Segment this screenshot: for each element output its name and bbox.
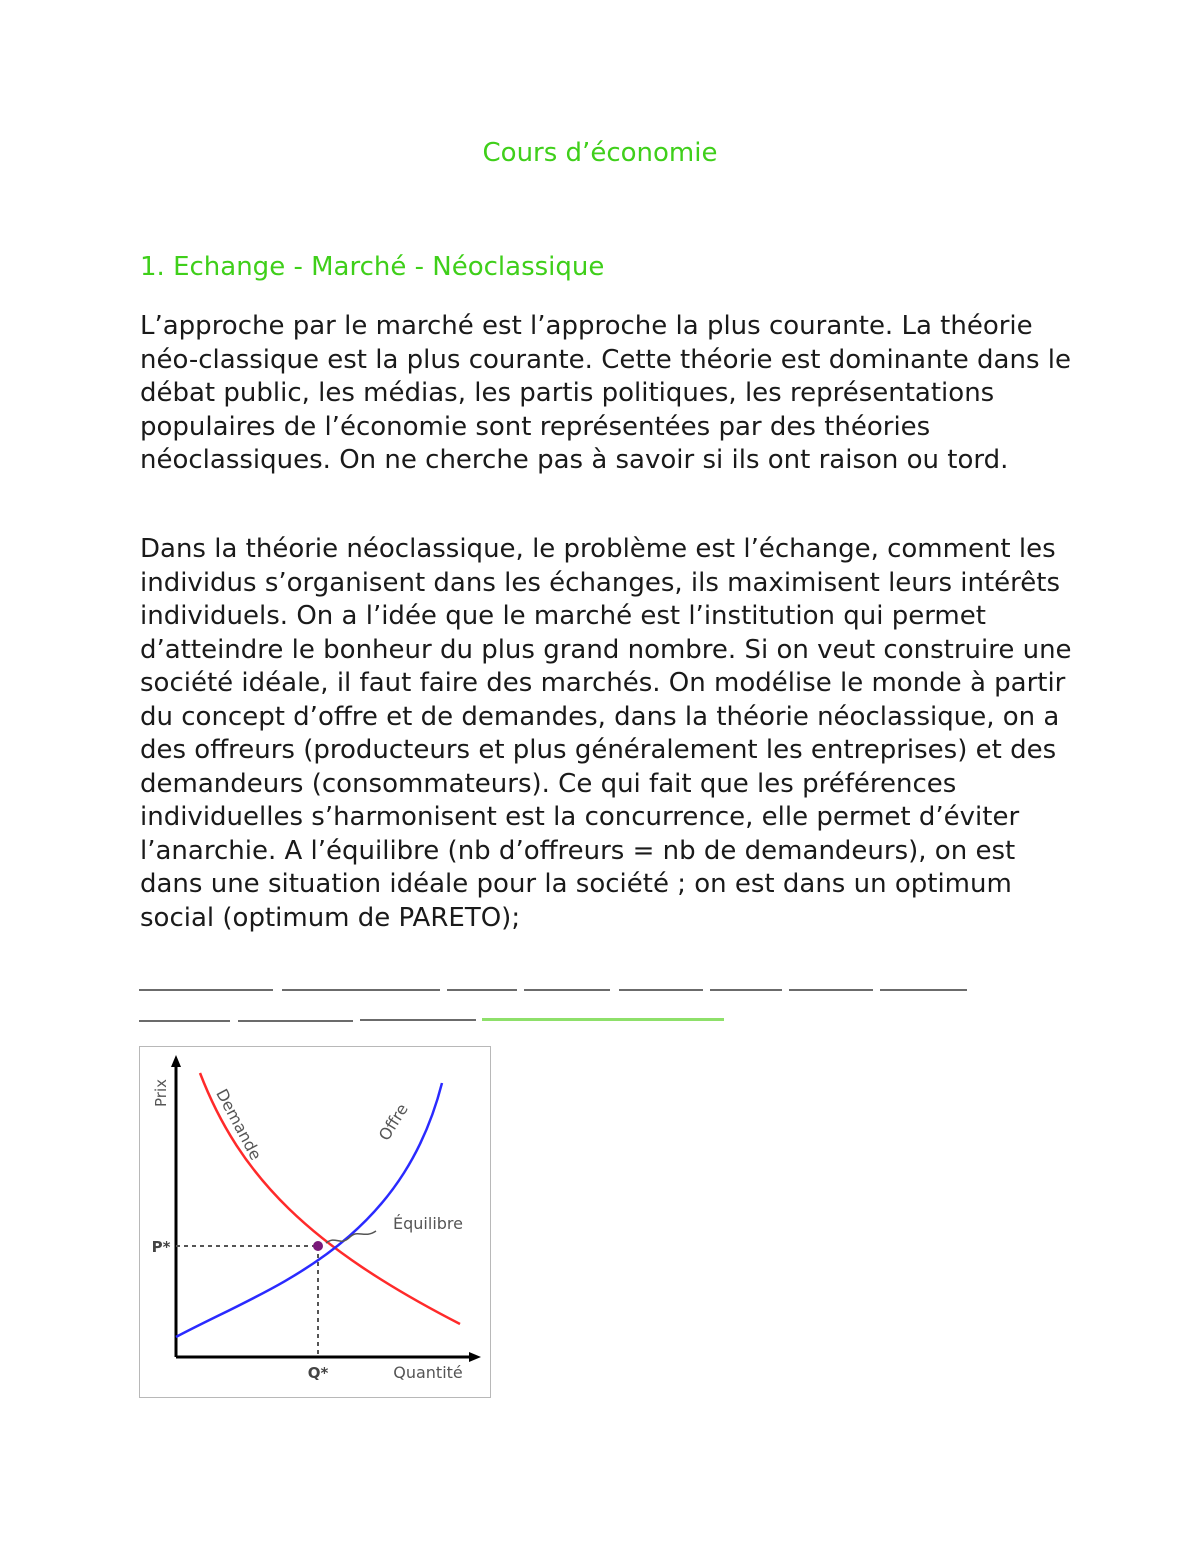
separator-line (710, 989, 782, 991)
paragraph-1: L’approche par le marché est l’approche la plus courante. La théorie néo-classique est la plus courante. Cette théorie est dominante dans le débat public, les médias, les partis politiques, les représentations populaires de l’économie sont représentées par des théories néoclassiques. On ne cherche pas à savoir si ils ont raison ou tord. (140, 311, 1071, 475)
separator-line (238, 1020, 353, 1022)
supply-demand-chart (140, 1047, 490, 1397)
separator-line (360, 1019, 476, 1021)
price-star-label: P* (151, 1238, 171, 1256)
separator-line (282, 989, 440, 991)
section-heading: 1. Echange - Marché - Néoclassique (140, 252, 605, 282)
separator-line (789, 989, 873, 991)
y-axis-label: Prix (152, 1079, 170, 1107)
separator-line (619, 989, 703, 991)
separator-line (447, 989, 517, 991)
supply-label: Offre (374, 1100, 412, 1144)
x-axis-arrow-icon (469, 1352, 481, 1362)
separator-line (880, 989, 967, 991)
equilibrium-pointer (326, 1231, 376, 1243)
demand-label: Demande (212, 1085, 266, 1164)
equilibrium-point (313, 1241, 323, 1251)
x-axis-label: Quantité (393, 1363, 463, 1382)
supply-demand-figure (139, 1046, 491, 1398)
document-title: Cours d’économie (482, 138, 718, 168)
separator-line (524, 989, 610, 991)
paragraph-2: Dans la théorie néoclassique, le problème est l’échange, comment les individus s’organisent dans les échanges, ils maximisent leurs intérêts individuels. On a l’idée que le marché est l’institution qui permet d’atteindre le bonheur du plus grand nombre. Si on veut construire une société idéale, il faut faire des marchés. On modélise le monde à partir du concept d’offre et de demandes, dans la théorie néoclassique, on a des offreurs (producteurs et plus généralement les entreprises) et des demandeurs (consommateurs). Ce qui fait que les préférences individuelles s’harmonisent est la concurrence, elle permet d’éviter l’anarchie. A l’équilibre (nb d’offreurs = nb de demandeurs), on est dans une situation idéale pour la société ; on est dans un optimum social (optimum de PARETO); (140, 534, 1072, 933)
quantity-star-label: Q* (307, 1364, 329, 1382)
separator-line (139, 1020, 230, 1022)
separator-line (139, 989, 273, 991)
y-axis-arrow-icon (171, 1055, 181, 1067)
equilibrium-label: Équilibre (393, 1214, 463, 1233)
separator-line-green (482, 1018, 724, 1021)
